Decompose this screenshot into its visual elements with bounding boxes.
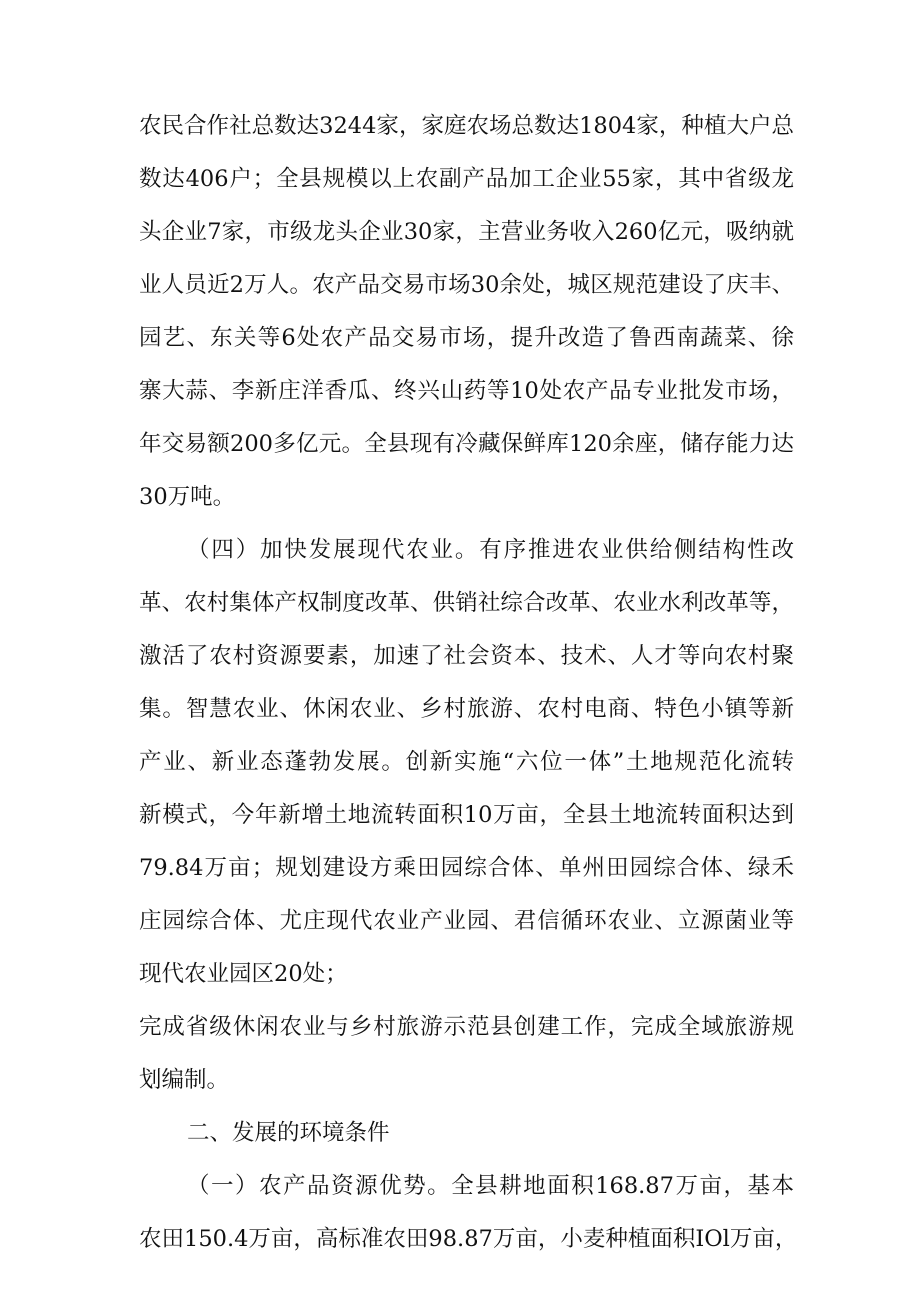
section-paragraph-start: （四）加快发展现代农业。有序推进农业供给侧结构性改 [187, 537, 794, 563]
text-line: 新模式，今年新增土地流转面积10万亩，全县土地流转面积达到 [139, 802, 794, 828]
text-line: 划编制。 [139, 1067, 230, 1093]
text-line: 产业、新业态蓬勃发展。创新实施“六位一体”土地规范化流转 [139, 749, 794, 775]
text-line: 79.84万亩；规划建设方乘田园综合体、单州田园综合体、绿禾 [139, 855, 794, 881]
text-line: 农民合作社总数达3244家，家庭农场总数达1804家，种植大户总 [139, 113, 794, 139]
text-line: 集。智慧农业、休闲农业、乡村旅游、农村电商、特色小镇等新 [139, 696, 794, 722]
text-line: 庄园综合体、尤庄现代农业产业园、君信循环农业、立源菌业等 [139, 908, 794, 934]
text-line: 园艺、东关等6处农产品交易市场，提升改造了鲁西南蔬菜、徐 [139, 325, 794, 351]
text-line: 头企业7家，市级龙头企业30家，主营业务收入260亿元，吸纳就 [139, 219, 794, 245]
text-line: 激活了农村资源要素，加速了社会资本、技术、人才等向农村聚 [139, 643, 794, 669]
text-line: 年交易额200多亿元。全县现有冷藏保鲜库120余座，储存能力达 [139, 431, 794, 457]
text-line: 数达406户；全县规模以上农副产品加工企业55家，其中省级龙 [139, 166, 794, 192]
text-line: 革、农村集体产权制度改革、供销社综合改革、农业水利改革等， [139, 590, 794, 616]
text-line: 寨大蒜、李新庄洋香瓜、终兴山药等10处农产品专业批发市场， [139, 378, 794, 404]
text-line: 业人员近2万人。农产品交易市场30余处，城区规范建设了庆丰、 [139, 272, 794, 298]
text-line: 农田150.4万亩，高标准农田98.87万亩，小麦种植面积IOl万亩， [139, 1226, 798, 1252]
text-line: 现代农业园区20处； [139, 961, 348, 987]
section-heading: 二、发展的环境条件 [187, 1120, 390, 1146]
text-line: 完成省级休闲农业与乡村旅游示范县创建工作，完成全域旅游规 [139, 1014, 794, 1040]
section-paragraph-start: （一）农产品资源优势。全县耕地面积168.87万亩，基本 [187, 1173, 794, 1199]
text-line: 30万吨。 [139, 484, 236, 510]
